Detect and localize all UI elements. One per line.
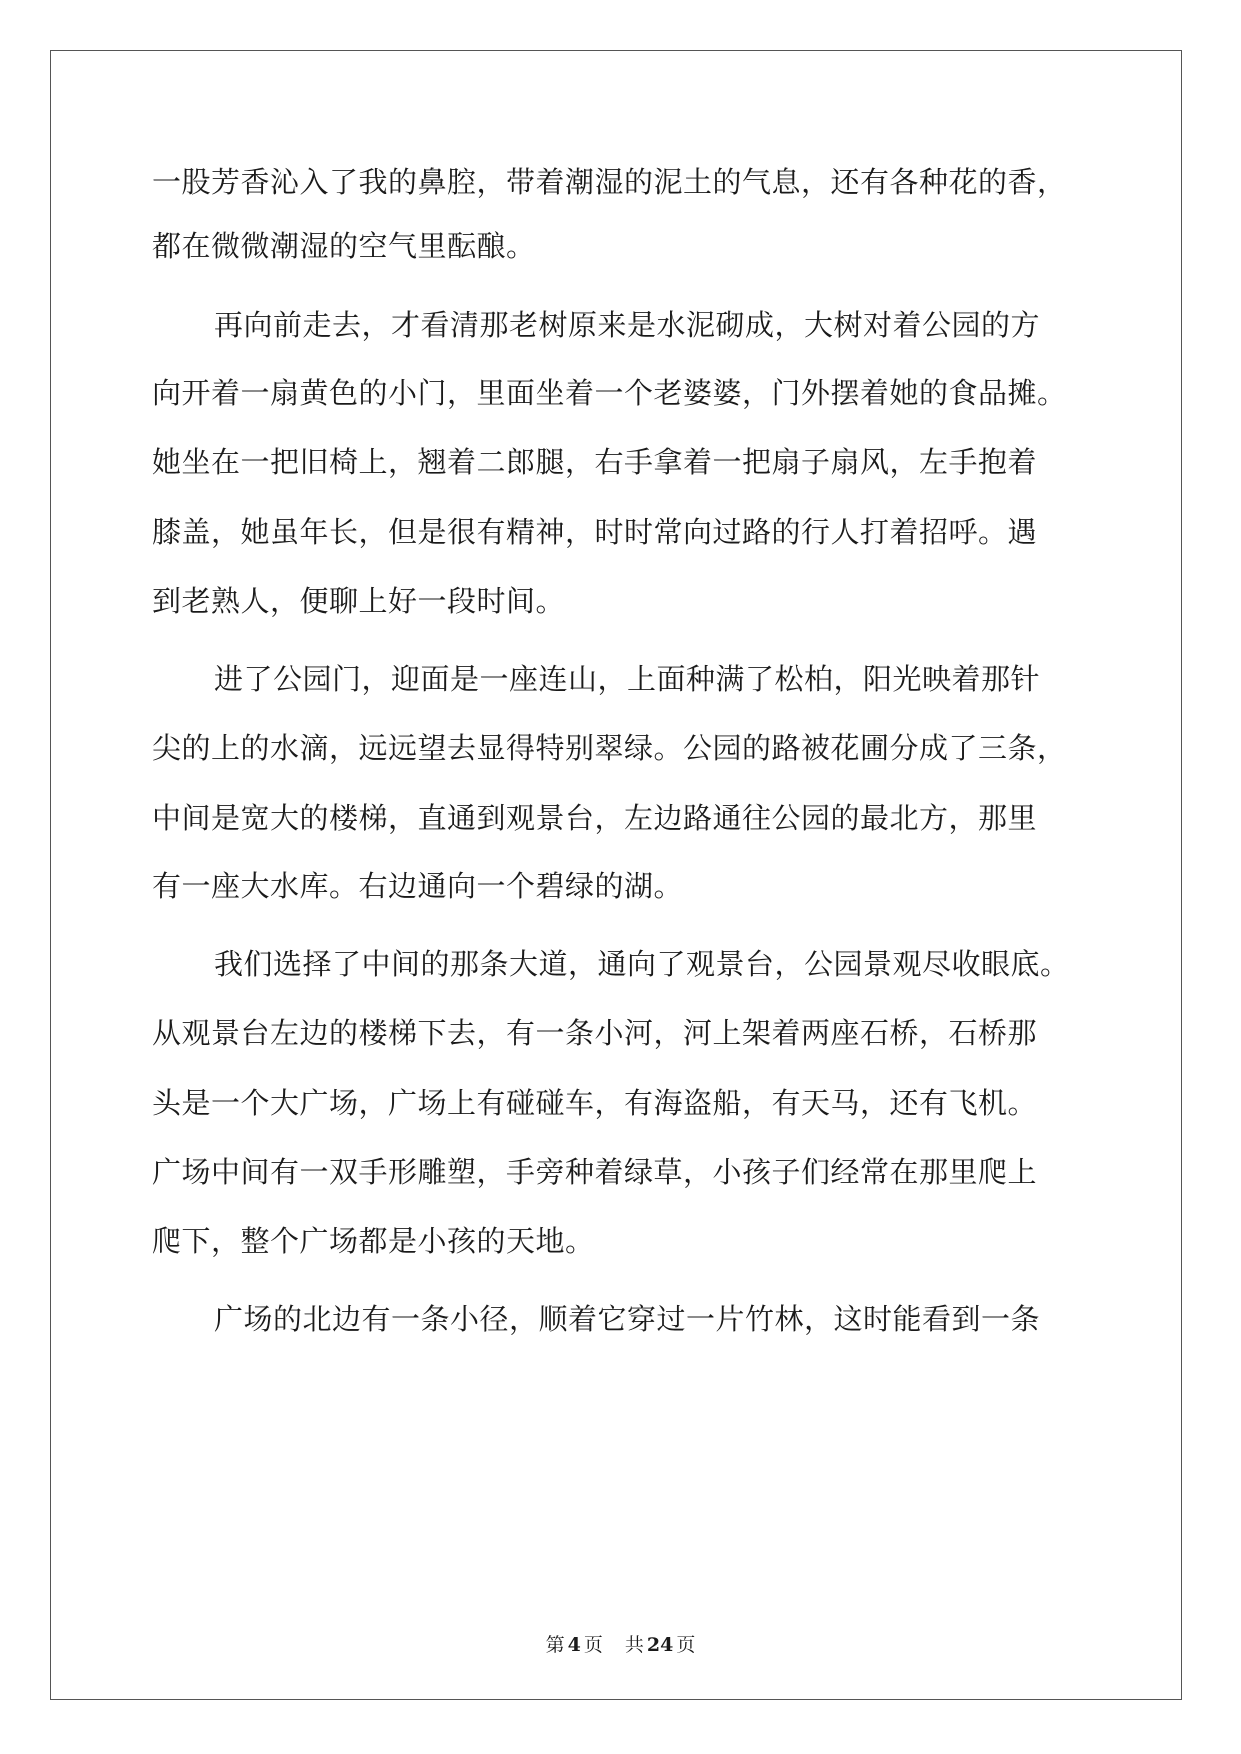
text-line: 从观景台左边的楼梯下去，有一条小河，河上架着两座石桥，石桥那	[152, 1016, 1038, 1050]
paragraph-start-line: 我们选择了中间的那条大道，通向了观景台，公园景观尽收眼底。	[214, 947, 1070, 981]
paragraph-start-line: 广场的北边有一条小径，顺着它穿过一片竹林，这时能看到一条	[214, 1302, 1041, 1336]
footer-total-suffix: 页	[676, 1634, 696, 1656]
total-page-count: 24	[646, 1634, 674, 1656]
text-line: 广场中间有一双手形雕塑，手旁种着绿草，小孩子们经常在那里爬上	[152, 1155, 1038, 1189]
paragraph-start-line: 再向前走去，才看清那老树原来是水泥砌成，大树对着公园的方	[214, 308, 1041, 342]
text-line: 膝盖，她虽年长，但是很有精神，时时常向过路的行人打着招呼。遇	[152, 515, 1038, 549]
footer-page-suffix: 页	[583, 1634, 603, 1656]
text-line: 都在微微潮湿的空气里酝酿。	[152, 229, 536, 263]
text-line: 她坐在一把旧椅上，翘着二郎腿，右手拿着一把扇子扇风，左手抱着	[152, 445, 1038, 479]
text-line: 尖的上的水滴，远远望去显得特别翠绿。公园的路被花圃分成了三条，	[152, 731, 1067, 765]
text-line: 爬下，整个广场都是小孩的天地。	[152, 1224, 595, 1258]
page-footer	[0, 1630, 1241, 1657]
current-page-number: 4	[567, 1634, 581, 1656]
text-line: 有一座大水库。右边通向一个碧绿的湖。	[152, 869, 684, 903]
text-line: 中间是宽大的楼梯，直通到观景台，左边路通往公园的最北方，那里	[152, 801, 1038, 835]
footer-prefix: 第	[545, 1634, 565, 1656]
footer-total-prefix: 共	[624, 1634, 644, 1656]
text-line: 头是一个大广场，广场上有碰碰车，有海盗船，有天马，还有飞机。	[152, 1086, 1038, 1120]
text-line: 向开着一扇黄色的小门，里面坐着一个老婆婆，门外摆着她的食品摊。	[152, 376, 1067, 410]
text-line: 到老熟人，便聊上好一段时间。	[152, 584, 566, 618]
text-line: 一股芳香沁入了我的鼻腔，带着潮湿的泥土的气息，还有各种花的香，	[152, 165, 1067, 199]
paragraph-start-line: 进了公园门，迎面是一座连山，上面种满了松柏，阳光映着那针	[214, 662, 1041, 696]
